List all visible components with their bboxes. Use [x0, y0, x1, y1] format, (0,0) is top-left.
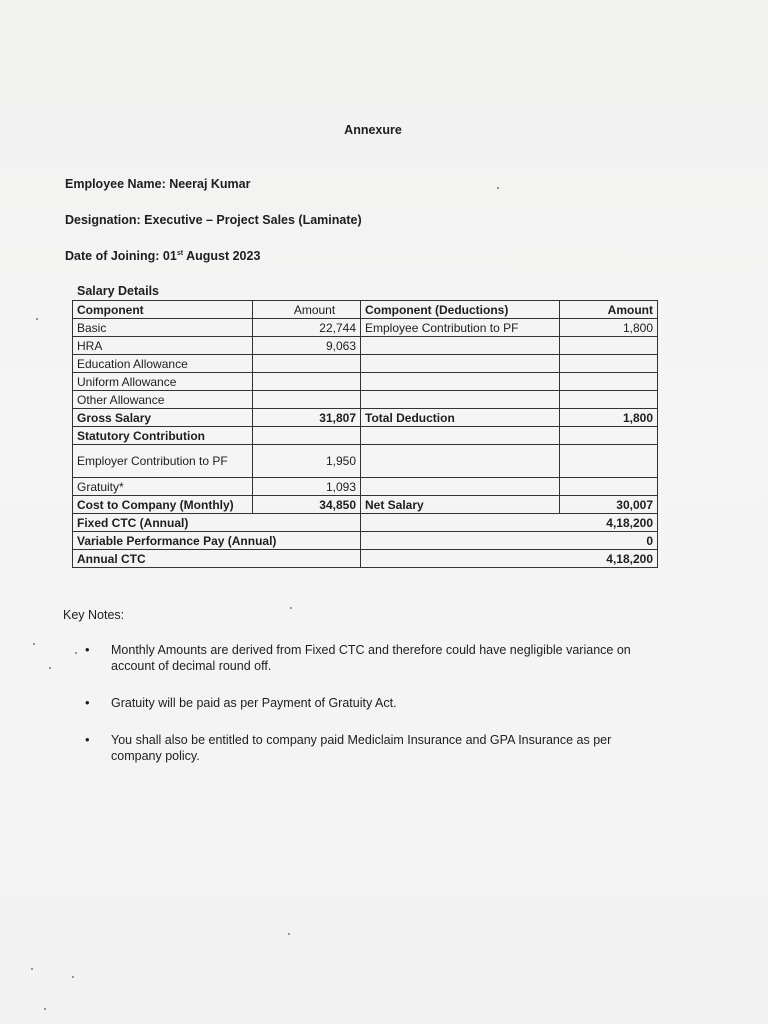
table-row [73, 391, 658, 409]
table-row-annual [73, 514, 658, 532]
table-row-statutory [73, 427, 658, 445]
annual-value: 0 [361, 532, 658, 550]
row-deduction-component [361, 391, 560, 409]
scan-speck [288, 933, 290, 935]
row-deduction-amount [560, 337, 658, 355]
row-amount [253, 427, 361, 445]
row-component: Education Allowance [73, 355, 253, 373]
row-amount [253, 391, 361, 409]
row-deduction-amount [560, 445, 658, 478]
row-amount [253, 355, 361, 373]
row-deduction-component [361, 445, 560, 478]
row-amount: 1,950 [253, 445, 361, 478]
scan-speck [49, 667, 51, 669]
row-deduction-component: Total Deduction [361, 409, 560, 427]
table-row-gross [73, 409, 658, 427]
salary-table [72, 300, 658, 568]
doj-prefix: Date of Joining: 01 [65, 249, 177, 263]
scan-speck [72, 976, 74, 978]
row-deduction-component: Net Salary [361, 496, 560, 514]
row-deduction-component: Employee Contribution to PF [361, 319, 560, 337]
row-component: Other Allowance [73, 391, 253, 409]
list-item [85, 695, 655, 711]
scan-speck [290, 607, 292, 609]
annual-value: 4,18,200 [361, 550, 658, 568]
designation: Designation: Executive – Project Sales (Laminate) [65, 213, 362, 227]
row-deduction-component [361, 427, 560, 445]
row-amount: 34,850 [253, 496, 361, 514]
row-deduction-component [361, 478, 560, 496]
doj-suffix: August 2023 [183, 249, 261, 263]
annual-label: Annual CTC [73, 550, 361, 568]
key-notes-title: Key Notes: [63, 608, 125, 622]
row-amount: 22,744 [253, 319, 361, 337]
table-row [73, 355, 658, 373]
row-deduction-component [361, 337, 560, 355]
table-row-ctc-monthly [73, 496, 658, 514]
header-component-deductions: Component (Deductions) [361, 301, 560, 319]
table-row-annual [73, 532, 658, 550]
key-notes-list [85, 642, 655, 785]
table-row [73, 373, 658, 391]
row-deduction-amount [560, 355, 658, 373]
row-component: Employer Contribution to PF [73, 445, 253, 478]
table-row [73, 337, 658, 355]
note-text: You shall also be entitled to company paid Mediclaim Insurance and GPA Insurance as per company policy. [111, 733, 612, 763]
annual-value: 4,18,200 [361, 514, 658, 532]
note-text: Gratuity will be paid as per Payment of Gratuity Act. [111, 696, 397, 710]
header-amount: Amount [253, 301, 361, 319]
row-deduction-component [361, 355, 560, 373]
annual-label: Fixed CTC (Annual) [73, 514, 361, 532]
row-deduction-amount [560, 373, 658, 391]
document-title: Annexure [344, 123, 402, 137]
table-header-row [73, 301, 658, 319]
header-amount-deductions: Amount [560, 301, 658, 319]
row-component: Gratuity* [73, 478, 253, 496]
table-row [73, 478, 658, 496]
row-deduction-amount: 1,800 [560, 409, 658, 427]
row-deduction-amount [560, 391, 658, 409]
table-row [73, 319, 658, 337]
bullet-icon: • [85, 642, 90, 657]
row-component: Basic [73, 319, 253, 337]
header-component: Component [73, 301, 253, 319]
note-text: Monthly Amounts are derived from Fixed CTC and therefore could have negligible variance on account of decimal round off. [111, 643, 631, 673]
scan-speck [44, 1008, 46, 1010]
list-item [85, 732, 655, 764]
scan-speck [31, 968, 33, 970]
date-of-joining [65, 249, 260, 263]
row-component: Uniform Allowance [73, 373, 253, 391]
bullet-icon: • [85, 732, 90, 747]
table-row-annual [73, 550, 658, 568]
row-deduction-amount [560, 427, 658, 445]
row-deduction-amount: 1,800 [560, 319, 658, 337]
row-amount: 31,807 [253, 409, 361, 427]
row-deduction-component [361, 373, 560, 391]
row-amount: 1,093 [253, 478, 361, 496]
bullet-icon: • [85, 695, 90, 710]
scan-speck [33, 643, 35, 645]
row-component: Statutory Contribution [73, 427, 253, 445]
row-deduction-amount [560, 478, 658, 496]
scan-speck [497, 187, 499, 189]
row-component: Gross Salary [73, 409, 253, 427]
salary-details-label: Salary Details [77, 284, 159, 298]
scan-speck [36, 318, 38, 320]
row-deduction-amount: 30,007 [560, 496, 658, 514]
row-component: Cost to Company (Monthly) [73, 496, 253, 514]
row-amount [253, 373, 361, 391]
doj-superscript: st [176, 249, 184, 257]
annual-label: Variable Performance Pay (Annual) [73, 532, 361, 550]
scan-speck [75, 652, 77, 654]
table-row [73, 445, 658, 478]
list-item [85, 642, 655, 674]
row-amount: 9,063 [253, 337, 361, 355]
employee-name: Employee Name: Neeraj Kumar [65, 177, 251, 191]
row-component: HRA [73, 337, 253, 355]
